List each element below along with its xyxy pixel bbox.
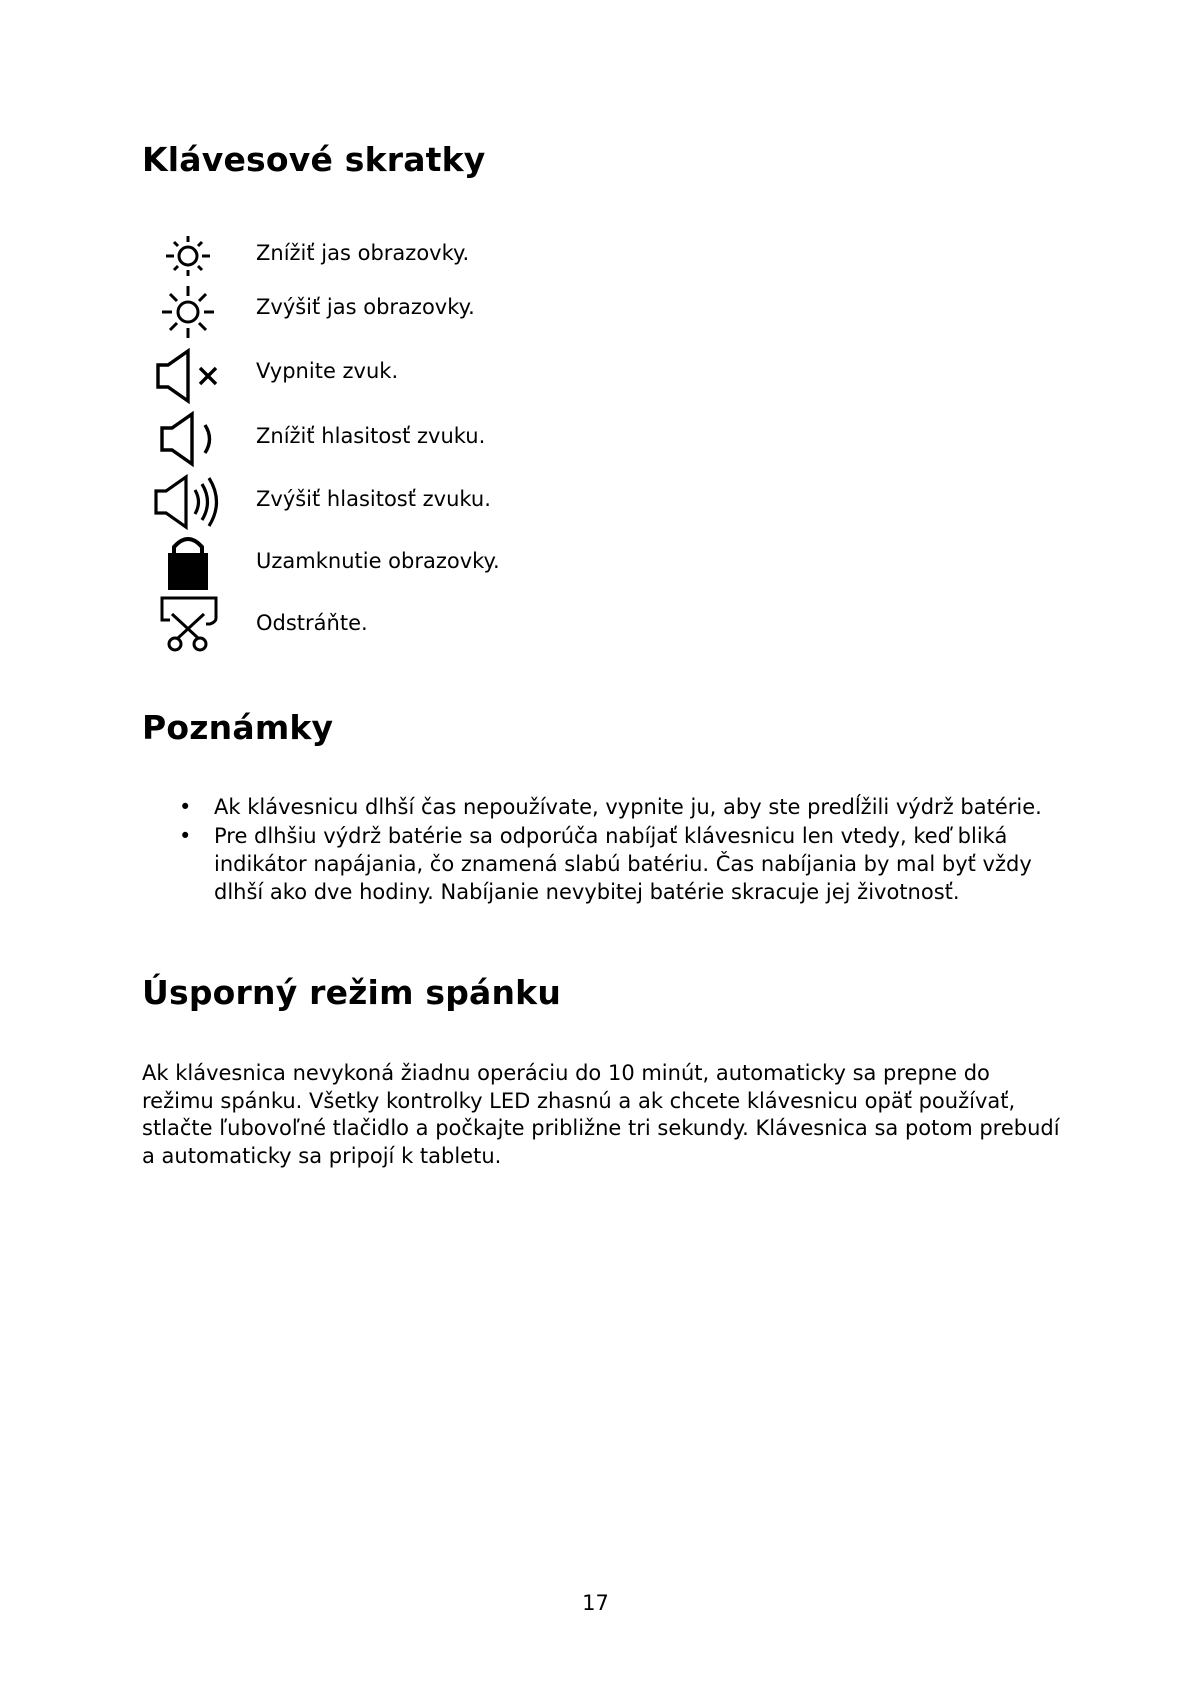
shortcut-lock xyxy=(150,534,850,584)
mute-icon xyxy=(150,348,230,406)
shortcut-label: Znížiť hlasitosť zvuku. xyxy=(256,424,486,448)
shortcut-label: Znížiť jas obrazovky. xyxy=(256,241,470,265)
shortcut-label: Vypnite zvuk. xyxy=(256,359,399,383)
shortcut-volume-down xyxy=(150,411,850,461)
shortcut-mute xyxy=(150,348,850,398)
lock-icon xyxy=(150,534,230,592)
sleep-paragraph: Ak klávesnica nevykoná žiadnu operáciu do 10 minút, automaticky sa prepne do režimu spánku. Všetky kontrolky LED zhasnú a ak chcete klávesnicu opäť používať, stlačte ľubovoľné tlačidlo a počkajte približne tri sekundy. Klávesnica sa potom prebudí a automaticky sa pripojí k tabletu. xyxy=(142,1061,1060,1168)
brightness-down-icon xyxy=(150,230,230,288)
shortcut-label: Uzamknutie obrazovky. xyxy=(256,549,500,573)
shortcut-label: Zvýšiť hlasitosť zvuku. xyxy=(256,487,491,511)
notes-list xyxy=(176,793,1056,907)
brightness-up-icon xyxy=(150,284,230,342)
shortcut-label: Odstráňte. xyxy=(256,611,368,635)
shortcut-label: Zvýšiť jas obrazovky. xyxy=(256,295,475,319)
shortcut-volume-up xyxy=(150,474,850,524)
page-number: 17 xyxy=(582,1591,609,1615)
list-item: • Ak klávesnicu dlhší čas nepoužívate, vypnite ju, aby ste predĺžili výdrž batérie. xyxy=(176,793,1056,821)
shortcut-cut xyxy=(150,596,850,646)
volume-up-icon xyxy=(150,474,230,532)
shortcuts-heading: Klávesové skratky xyxy=(142,140,486,179)
cut-icon xyxy=(150,596,230,654)
list-item: • Pre dlhšiu výdrž batérie sa odporúča nabíjať klávesnicu len vtedy, keď bliká indikátor napájania, čo znamená slabú batériu. Čas nabíjania by mal byť vždy dlhší ako dve hodiny. Nabíjanie nevybitej batérie skracuje jej životnosť. xyxy=(176,822,1056,906)
volume-down-icon xyxy=(150,411,230,469)
shortcut-brightness-up xyxy=(150,284,850,334)
notes-heading: Poznámky xyxy=(142,708,334,747)
shortcut-brightness-down xyxy=(150,230,850,280)
sleep-heading: Úsporný režim spánku xyxy=(142,973,562,1012)
